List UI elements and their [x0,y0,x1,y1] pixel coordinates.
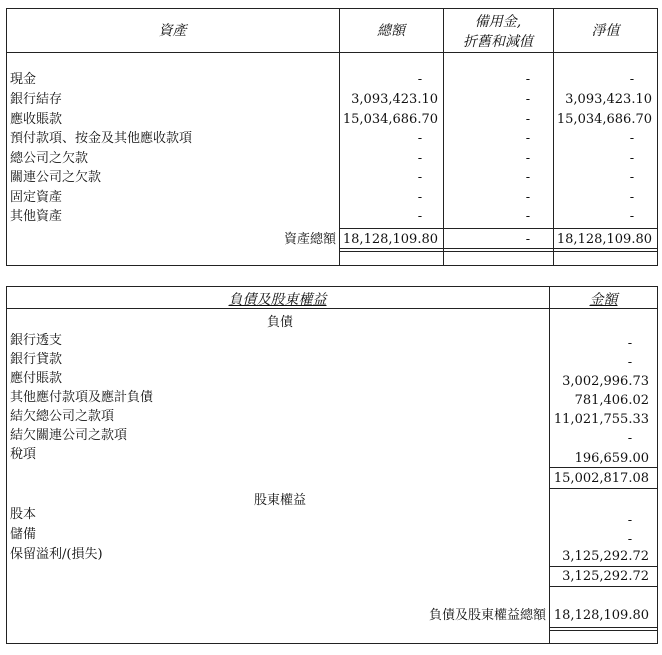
equity-amount: - [627,513,633,528]
asset-total: - [417,151,423,166]
liabilities-section-title: 負債 [266,315,293,330]
liability-label: 其他應付款項及應計負債 [10,390,154,405]
assets-total-net: 18,128,109.80 [556,232,652,247]
asset-net: 3,093,423.10 [565,92,652,107]
total-header: 總額 [377,23,405,39]
asset-label: 應收賬款 [10,112,63,127]
asset-label: 預付款項、按金及其他應收款項 [10,131,193,146]
equity-subtotal: 3,125,292.72 [562,569,649,584]
liability-amount: - [627,336,633,351]
asset-total: - [417,131,423,146]
asset-total: - [417,190,423,205]
asset-total: - [417,209,423,224]
liabilities-header: 負債及股東權益 [228,292,327,308]
liability-label: 銀行貸款 [10,352,63,367]
asset-net: 15,034,686.70 [556,112,652,127]
assets-total-allowance: - [525,232,531,247]
asset-label: 關連公司之欠款 [10,170,102,185]
asset-net: - [629,190,635,205]
asset-allowance: - [525,72,531,87]
allowance-header-line1: 備用金, [474,14,522,30]
asset-total: 15,034,686.70 [342,112,438,127]
equity-label: 儲備 [10,527,37,542]
liabilities-subtotal: 15,002,817.08 [553,471,649,486]
liability-amount: 781,406.02 [574,393,649,408]
liability-amount: - [627,431,633,446]
liability-amount: 11,021,755.33 [553,412,649,427]
assets-header: 資產 [158,23,187,39]
equity-amount: - [627,532,633,547]
asset-label: 其他資產 [10,209,63,224]
asset-net: - [629,170,635,185]
amount-header: 金額 [589,292,618,308]
asset-label: 現金 [10,72,37,87]
asset-net: - [629,151,635,166]
liability-label: 銀行透支 [10,333,63,348]
asset-allowance: - [525,131,531,146]
liability-label: 稅項 [10,447,37,462]
asset-net: - [629,131,635,146]
asset-label: 固定資產 [10,190,63,205]
asset-allowance: - [525,209,531,224]
equity-label: 保留溢利/(損失) [10,547,103,562]
equity-label: 股本 [10,507,37,522]
asset-net: - [629,72,635,87]
liabilities-total-label: 負債及股東權益總額 [428,608,546,623]
asset-total: 3,093,423.10 [351,92,438,107]
liability-label: 結欠關連公司之款項 [10,428,128,443]
asset-allowance: - [525,190,531,205]
equity-amount: 3,125,292.72 [562,549,649,564]
asset-allowance: - [525,92,531,107]
asset-label: 銀行結存 [10,92,63,107]
asset-allowance: - [525,170,531,185]
asset-allowance: - [525,151,531,166]
asset-allowance: - [525,112,531,127]
asset-total: - [417,170,423,185]
asset-total: - [417,72,423,87]
liability-amount: 3,002,996.73 [562,374,649,389]
liability-label: 應付賬款 [10,371,63,386]
assets-total-value: 18,128,109.80 [342,232,438,247]
equity-section-title: 股東權益 [253,493,306,508]
assets-total-label: 資產總額 [283,232,336,247]
allowance-header-line2: 折舊和減值 [463,34,533,50]
liabilities-total-value: 18,128,109.80 [553,608,649,623]
net-header: 淨值 [591,23,620,39]
asset-label: 總公司之欠款 [10,151,89,166]
asset-net: - [629,209,635,224]
liability-label: 結欠總公司之款項 [10,409,115,424]
liability-amount: 196,659.00 [574,451,649,466]
liability-amount: - [627,355,633,370]
